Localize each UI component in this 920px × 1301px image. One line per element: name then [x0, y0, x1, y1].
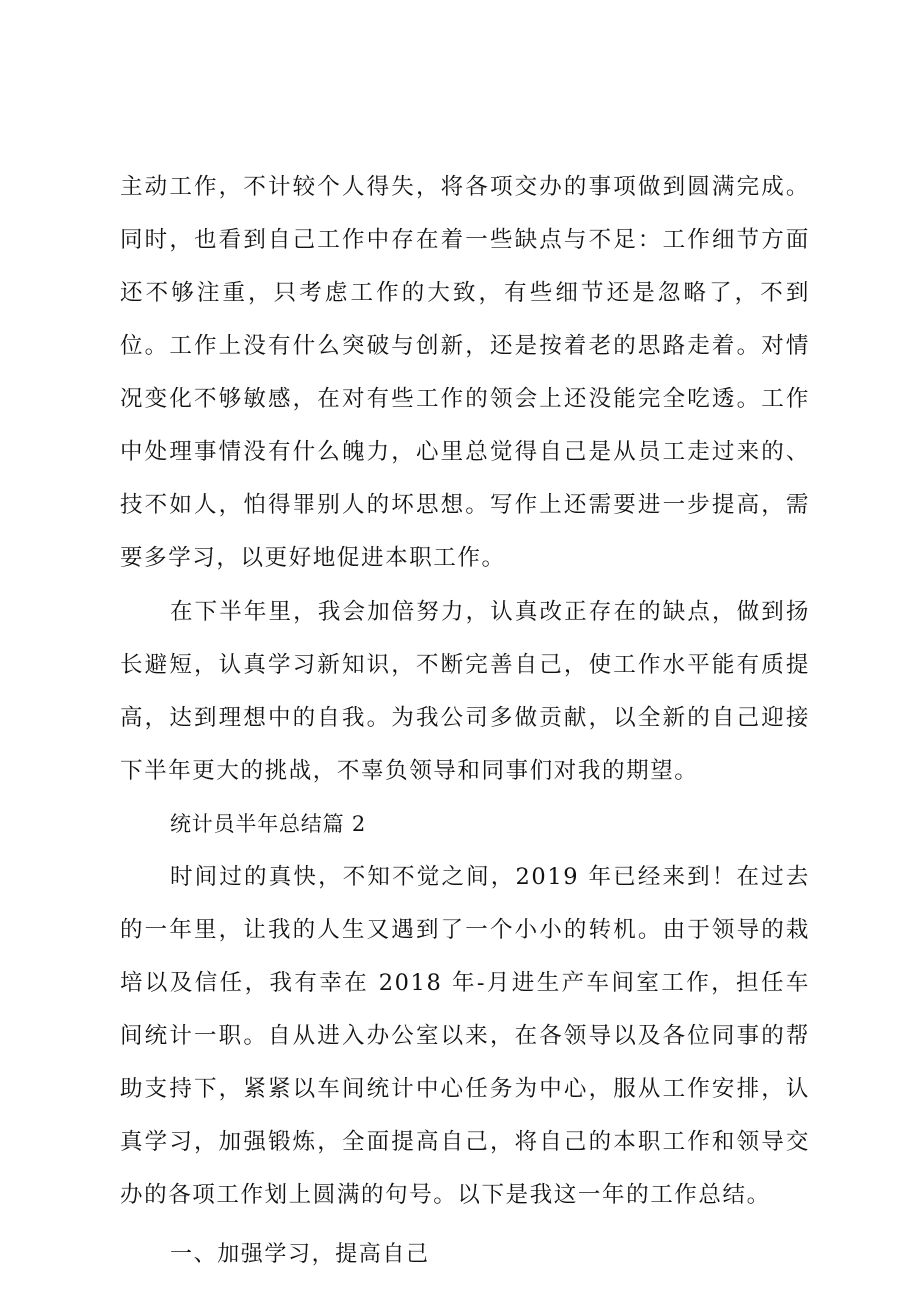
- document-body: [120, 161, 810, 1281]
- paragraph-second-half-plan: 在下半年里，我会加倍努力，认真改正存在的缺点，做到扬长避短，认真学习新知识，不断完善自己，使工作水平能有质提高，达到理想中的自我。为我公司多做贡献，以全新的自己迎接下半年更大的挑战，不辜负领导和同事们对我的期望。: [120, 599, 810, 784]
- article-title: 统计员半年总结篇 2: [170, 812, 367, 836]
- section-heading: 一、加强学习，提高自己: [170, 1242, 430, 1267]
- paragraph-intro: 时间过的真快，不知不觉之间，2019 年已经来到！在过去的一年里，让我的人生又遇到了一个小小的转机。由于领导的栽培以及信任，我有幸在 2018 年-月进生产车间室工作，担任车间统计一职。自从进入办公室以来，在各领导以及各位同事的帮助支持下，紧紧以车间统计中心任务为中心，服从工作安排，认真学习，加强锻炼，全面提高自己，将自己的本职工作和领导交办的各项工作划上圆满的句号。以下是我这一年的工作总结。: [120, 864, 810, 1208]
- paragraph-continuation: 主动工作，不计较个人得失，将各项交办的事项做到圆满完成。同时，也看到自己工作中存在着一些缺点与不足：工作细节方面还不够注重，只考虑工作的大致，有些细节还是忽略了，不到位。工作上没有什么突破与创新，还是按着老的思路走着。对情况变化不够敏感，在对有些工作的领会上还没能完全吃透。工作中处理事情没有什么魄力，心里总觉得自己是从员工走过来的、技不如人，怕得罪别人的坏思想。写作上还需要进一步提高，需要多学习，以更好地促进本职工作。: [120, 174, 810, 571]
